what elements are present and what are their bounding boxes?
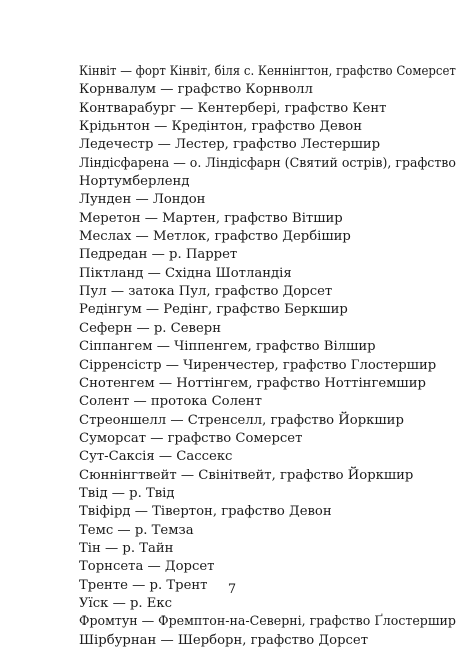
glossary-entry: Пул — затока Пул, графство Дорсет [79, 284, 333, 300]
glossary-entry: Сут-Саксія — Сассекс [79, 449, 233, 465]
glossary-entry: Тренте — р. Трент [79, 577, 208, 593]
glossary-entry: Сеферн — р. Северн [79, 320, 222, 336]
glossary-entry: Стреоншелл — Стренселл, графство Йоркшир [79, 412, 404, 428]
glossary-entry: Редінгум — Редінг, графство Беркшир [79, 302, 348, 318]
glossary-entry: Снотенгем — Ноттінгем, графство Ноттінгемшир [79, 375, 426, 391]
glossary-entry: Твіфірд — Тівертон, графство Девон [79, 504, 332, 520]
glossary-entry-continuation: Нортумберленд [79, 174, 190, 190]
glossary-entry: Кінвіт — форт Кінвіт, біля с. Кеннінгтон, графство Сомерсет [79, 64, 456, 79]
glossary-entry: Педредан — р. Паррет [79, 247, 238, 263]
glossary-entry: Лунден — Лондон [79, 192, 206, 208]
glossary-entry: Меретон — Мартен, графство Вітшир [79, 210, 343, 226]
place-name-glossary [79, 63, 456, 650]
glossary-entry: Шірбурнан — Шерборн, графство Дорсет [79, 632, 369, 648]
glossary-entry: Сіппангем — Чіппенгем, графство Вілшир [79, 339, 376, 355]
glossary-entry: Солент — протока Солент [79, 394, 262, 410]
glossary-entry: Твід — р. Твід [79, 485, 175, 501]
glossary-entry: Торнсета — Дорсет [79, 559, 215, 575]
page-number: 7 [227, 582, 237, 597]
glossary-entry: Меслах — Метлок, графство Дербішир [79, 229, 351, 245]
glossary-entry: Піктланд — Східна Шотландія [79, 265, 292, 281]
glossary-entry: Ледечестр — Лестер, графство Лестершир [79, 137, 381, 153]
glossary-entry: Сірренсістр — Чиренчестер, графство Глостершир [79, 357, 437, 373]
glossary-entry: Сюннінгтвейт — Свінітвейт, графство Йоркшир [79, 467, 414, 483]
glossary-entry: Уїск — р. Екс [79, 595, 173, 611]
glossary-entry: Крідьнтон — Кредінтон, графство Девон [79, 119, 362, 135]
glossary-entry: Тін — р. Тайн [79, 540, 174, 556]
glossary-entry: Суморсат — графство Сомерсет [79, 430, 303, 446]
glossary-entry: Фромтун — Фремптон-на-Северні, графство Ґлостершир [79, 614, 456, 630]
glossary-entry: Контварабург — Кентербері, графство Кент [79, 100, 387, 116]
glossary-entry: Корнвалум — графство Корнволл [79, 82, 313, 98]
glossary-entry: Ліндісфарена — о. Ліндісфарн (Святий острів), графство [79, 155, 456, 171]
glossary-entry: Темс — р. Темза [79, 522, 194, 538]
